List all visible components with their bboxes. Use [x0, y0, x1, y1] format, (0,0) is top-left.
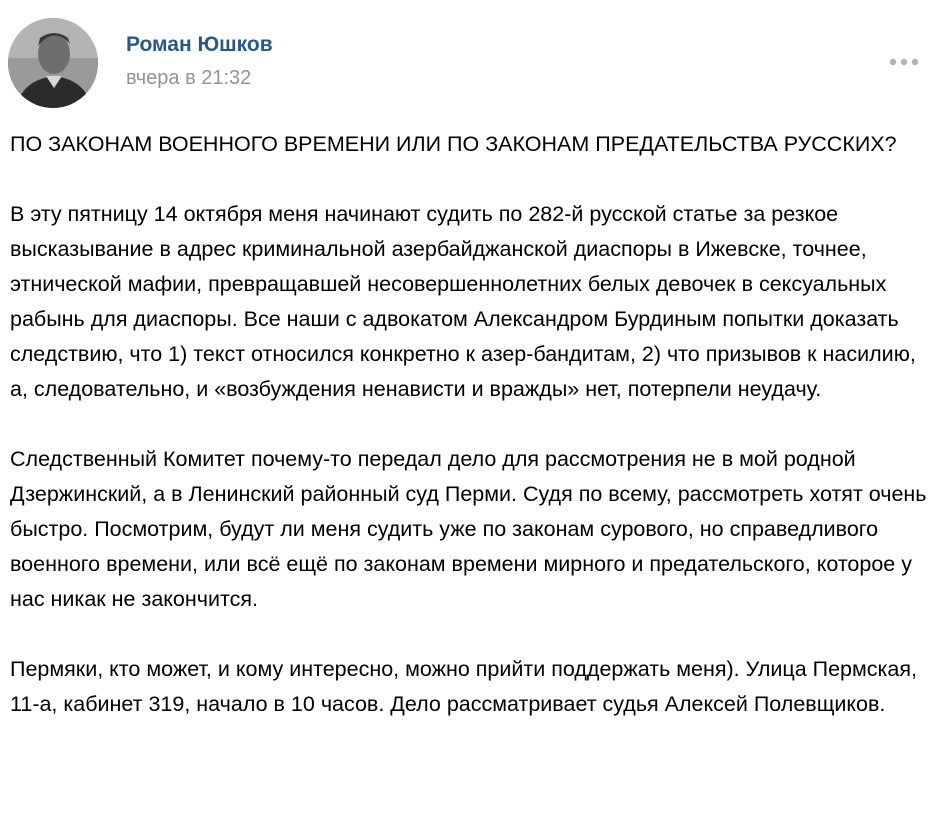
post-paragraph: Пермяки, кто может, и кому интересно, можно прийти поддержать меня). Улица Пермская, 11-а, кабинет 319, начало в 10 часов. Дело рассматривает судья Алексей Полевщиков. — [10, 657, 917, 716]
post-heading: ПО ЗАКОНАМ ВОЕННОГО ВРЕМЕНИ ИЛИ ПО ЗАКОНАМ ПРЕДАТЕЛЬСТВА РУССКИХ? — [10, 132, 897, 156]
ellipsis-icon — [886, 52, 922, 72]
avatar-photo-icon — [8, 18, 98, 108]
post-paragraph: В эту пятницу 14 октября меня начинают судить по 282-й русской статье за резкое высказывание в адрес криминальной азербайджанской диаспоры в Ижевске, точнее, этнической мафии, превращавшей несовершеннолетних белых девочек в сексуальных рабынь для диаспоры. Все наши с адвокатом Александром Бурдиным попытки доказать следствию, что 1) текст относился конкретно к азер-бандитам, 2) что призывов к насилию, а, следовательно, и «возбуждения ненависти и вражды» нет, потерпели неудачу. — [10, 202, 916, 401]
more-options-button[interactable] — [886, 52, 922, 72]
author-avatar[interactable] — [8, 18, 98, 108]
post-text — [10, 127, 935, 722]
post-timestamp[interactable]: вчера в 21:32 — [126, 67, 252, 89]
post-paragraph: Следственный Комитет почему-то передал дело для рассмотрения не в мой родной Дзержинский, а в Ленинский районный суд Перми. Судя по всему, рассмотреть хотят очень быстро. Посмотрим, будут ли меня судить уже по законам сурового, но справедливого военного времени, или всё ещё по законам времени мирного и предательского, которое у нас никак не закончится. — [10, 447, 927, 611]
author-name-link[interactable]: Роман Юшков — [126, 33, 273, 56]
